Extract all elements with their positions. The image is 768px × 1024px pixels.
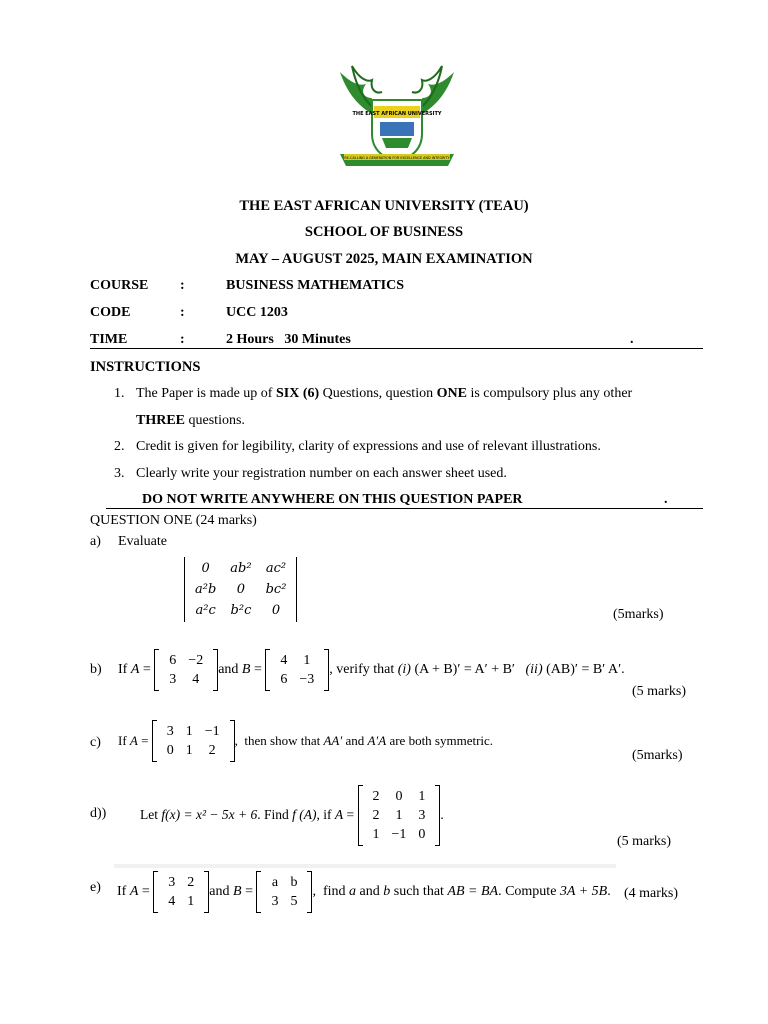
e-A: A xyxy=(129,884,139,899)
e-and: and xyxy=(209,884,234,899)
matrix-c-A xyxy=(152,720,235,762)
matrix-d-A xyxy=(358,785,444,846)
instruction-1-text-g: questions. xyxy=(185,413,245,428)
matrix-cell: 0 xyxy=(236,582,246,597)
question-e-statement xyxy=(117,868,611,916)
e-b: b xyxy=(383,884,391,899)
school-name: SCHOOL OF BUSINESS xyxy=(304,224,464,240)
matrix-cell: ac² xyxy=(265,561,287,576)
b-verify: , verify that xyxy=(329,662,398,677)
b-eq2: = xyxy=(250,662,266,677)
e-and2: and xyxy=(356,884,384,899)
matrix-cell: b²c xyxy=(230,603,252,618)
c-and: and xyxy=(342,733,368,748)
e-such: such that xyxy=(390,884,448,899)
e-AB: AB = BA xyxy=(447,884,499,899)
matrix-cell: a²c xyxy=(195,603,216,618)
time-value: 2 Hours 30 Minutes xyxy=(226,332,351,347)
question-c-label: c) xyxy=(90,735,101,750)
d-A: A xyxy=(334,807,344,822)
matrix-cell: 1 xyxy=(187,894,195,909)
e-if: If xyxy=(117,884,130,899)
d-end: . xyxy=(440,807,444,822)
warning-dot: . xyxy=(664,492,668,507)
matrix-cell: 2 xyxy=(372,807,380,823)
matrix-cell: bc² xyxy=(265,582,287,597)
b-eq: = xyxy=(139,662,155,677)
matrix-cell: −1 xyxy=(391,826,407,842)
code-value: UCC 1203 xyxy=(226,305,288,320)
matrix-b-B xyxy=(265,649,329,691)
instruction-1-three: THREE xyxy=(136,413,186,428)
svg-text:THE EAST AFRICAN UNIVERSITY: THE EAST AFRICAN UNIVERSITY xyxy=(352,111,442,117)
d-f: f(x) = x² − 5x + 6 xyxy=(161,807,258,822)
instruction-1-number: 1. xyxy=(114,386,125,401)
matrix-cell: 0 xyxy=(418,826,426,842)
matrix-cell: 3 xyxy=(166,724,174,739)
matrix-cell: −3 xyxy=(299,672,315,687)
e-eq2: = xyxy=(241,884,257,899)
matrix-cell: 3 xyxy=(271,894,279,909)
d-find: . Find xyxy=(257,807,293,822)
question-c-statement xyxy=(118,720,493,762)
e-compute: . Compute xyxy=(498,884,560,899)
matrix-cell: −1 xyxy=(204,724,220,739)
matrix-cell: 1 xyxy=(185,743,193,758)
matrix-cell: 1 xyxy=(418,788,426,804)
instruction-1-six: SIX (6) xyxy=(275,386,320,401)
instruction-1-one: ONE xyxy=(436,386,467,401)
matrix-e-B xyxy=(256,871,312,913)
warning-row xyxy=(106,492,703,509)
determinant-a xyxy=(184,557,297,622)
c-AtA: A′A xyxy=(367,733,387,748)
e-text: , find xyxy=(312,884,350,899)
question-a-marks: (5marks) xyxy=(613,607,664,622)
code-colon: : xyxy=(180,305,185,320)
time-colon: : xyxy=(180,332,185,347)
c-eq: = xyxy=(137,733,152,748)
matrix-cell: a²b xyxy=(195,582,217,597)
matrix-cell: 3 xyxy=(418,807,426,823)
instruction-1-text-a: The Paper is made up of xyxy=(136,386,276,401)
matrix-cell: 3 xyxy=(169,672,177,687)
b-expr1: (A + B)′ = A′ + B′ xyxy=(410,662,515,677)
instruction-1-text-c: Questions, question xyxy=(319,386,437,401)
instruction-1-cont xyxy=(136,413,245,429)
c-if: If xyxy=(118,733,130,748)
matrix-b-A xyxy=(154,649,218,691)
e-a: a xyxy=(349,884,357,899)
b-ii: (ii) xyxy=(525,662,543,677)
matrix-cell: 4 xyxy=(192,672,200,687)
matrix-cell: 5 xyxy=(290,894,298,909)
e-expr: 3A + 5B xyxy=(559,884,608,899)
matrix-cell: 6 xyxy=(169,653,177,668)
course-label: COURSE xyxy=(90,278,149,293)
matrix-cell: 1 xyxy=(372,826,380,842)
matrix-cell: a xyxy=(271,875,279,890)
time-label: TIME xyxy=(90,332,128,347)
question-e-marks: (4 marks) xyxy=(624,886,679,901)
matrix-cell: ab² xyxy=(230,561,252,576)
question-a-label: a) xyxy=(90,534,101,549)
question-one-heading: QUESTION ONE (24 marks) xyxy=(90,513,257,528)
question-e-label: e) xyxy=(90,880,101,895)
code-label: CODE xyxy=(90,305,131,320)
matrix-cell: 3 xyxy=(168,875,176,890)
d-text: Let xyxy=(140,807,162,822)
c-text2: are both symmetric. xyxy=(386,733,494,748)
university-logo xyxy=(330,62,464,176)
question-d-marks: (5 marks) xyxy=(617,834,672,849)
question-b-statement xyxy=(118,646,625,694)
question-d-statement xyxy=(140,785,444,845)
question-c-marks: (5marks) xyxy=(632,748,683,763)
svg-text:RE-CALLING A GENERATION FOR EX: RE-CALLING A GENERATION FOR EXCELLENCE AND INTEGRITY xyxy=(344,156,450,160)
c-text1: , then show that xyxy=(234,733,324,748)
c-AA: AA′ xyxy=(323,733,343,748)
question-a-text: Evaluate xyxy=(118,534,167,549)
b-A: A xyxy=(130,662,140,677)
matrix-cell: 1 xyxy=(185,724,193,739)
matrix-cell: −2 xyxy=(188,653,204,668)
time-row xyxy=(90,332,703,349)
b-and: and xyxy=(218,662,242,677)
matrix-cell: 4 xyxy=(280,653,288,668)
matrix-cell: 0 xyxy=(201,561,210,576)
matrix-cell: 0 xyxy=(271,603,281,618)
matrix-cell: 2 xyxy=(372,788,380,804)
matrix-cell: 2 xyxy=(208,743,216,758)
d-eq: = xyxy=(343,807,358,822)
exam-title: MAY – AUGUST 2025, MAIN EXAMINATION xyxy=(235,251,533,267)
b-expr2: (AB)′ = B′ A′. xyxy=(542,662,625,677)
matrix-cell: 0 xyxy=(166,743,174,758)
e-end: . xyxy=(607,884,611,899)
matrix-cell: 1 xyxy=(303,653,311,668)
instruction-1-text-e: is compulsory plus any other xyxy=(466,386,633,401)
instruction-3-number: 3. xyxy=(114,466,125,481)
instructions-title: INSTRUCTIONS xyxy=(90,359,201,375)
question-d-label: d)) xyxy=(90,806,107,821)
question-b-marks: (5 marks) xyxy=(632,684,687,699)
d-fA: f (A) xyxy=(292,807,317,822)
question-b-label: b) xyxy=(90,662,102,677)
c-A: A xyxy=(129,733,138,748)
e-eq: = xyxy=(138,884,154,899)
instruction-3: Clearly write your registration number on each answer sheet used. xyxy=(136,466,507,481)
b-i: (i) xyxy=(397,662,411,677)
matrix-cell: 4 xyxy=(168,894,176,909)
course-colon: : xyxy=(180,278,185,293)
instruction-2-number: 2. xyxy=(114,439,125,454)
instruction-1 xyxy=(136,386,632,402)
b-B: B xyxy=(241,662,251,677)
b-if: If xyxy=(118,662,131,677)
d-if: , if xyxy=(316,807,335,822)
matrix-cell: 2 xyxy=(187,875,195,890)
matrix-cell: b xyxy=(290,875,298,890)
matrix-cell: 1 xyxy=(395,807,403,823)
matrix-cell: 0 xyxy=(395,788,403,804)
e-B: B xyxy=(233,884,242,899)
warning-text: DO NOT WRITE ANYWHERE ON THIS QUESTION PAPER xyxy=(142,492,523,507)
matrix-e-A xyxy=(153,871,209,913)
instruction-2: Credit is given for legibility, clarity of expressions and use of relevant illustrations. xyxy=(136,439,601,454)
university-name: THE EAST AFRICAN UNIVERSITY (TEAU) xyxy=(239,198,529,214)
time-dot: . xyxy=(630,332,634,347)
matrix-cell: 6 xyxy=(280,672,288,687)
course-value: BUSINESS MATHEMATICS xyxy=(226,278,405,293)
